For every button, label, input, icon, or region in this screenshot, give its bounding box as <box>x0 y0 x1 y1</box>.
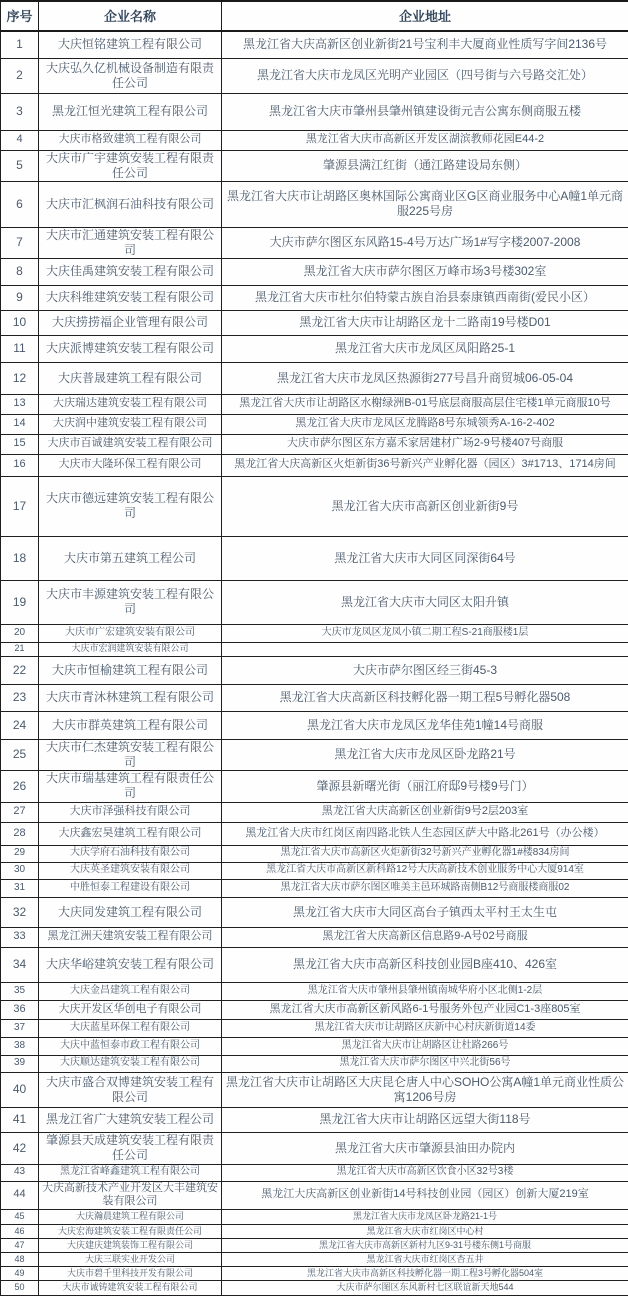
header-cell-addr: 企业地址 <box>222 1 628 31</box>
company-name-cell: 大庆顺达建筑安装工程有限公司 <box>39 1055 222 1072</box>
company-name-cell: 大庆市德远建筑安装工程有限公司 <box>39 476 222 536</box>
table-row <box>1 150 628 181</box>
header-cell-name: 企业名称 <box>39 1 222 31</box>
table-row <box>1 1181 628 1210</box>
row-index-cell: 47 <box>1 1239 39 1253</box>
row-index-cell: 42 <box>1 1132 39 1164</box>
table-row <box>1 181 628 227</box>
company-address-cell: 黑龙江省大庆市让胡路区让杜路266号 <box>222 1037 628 1055</box>
company-name-cell: 大庆佳禹建筑安装工程有限公司 <box>39 258 222 285</box>
company-address-cell: 黑龙江省大庆市让胡路区奥林国际公寓商业区G区商业服务中心A幢1单元商服225号房 <box>222 181 628 227</box>
table-row <box>1 1037 628 1055</box>
row-index-cell: 28 <box>1 822 39 845</box>
company-name-cell: 黑龙江恒光建筑工程有限公司 <box>39 93 222 130</box>
company-name-cell: 大庆恒铭建筑工程有限公司 <box>39 31 222 58</box>
table-row <box>1 1019 628 1037</box>
company-address-cell: 黑龙江省大庆市高新区新科路12号大庆高新技术创业服务中心大厦914室 <box>222 862 628 879</box>
row-index-cell: 44 <box>1 1181 39 1210</box>
row-index-cell: 25 <box>1 739 39 770</box>
company-address-cell: 大庆市萨尔图区经三街45-3 <box>222 656 628 684</box>
row-index-cell: 23 <box>1 684 39 711</box>
table-row <box>1 476 628 536</box>
company-name-cell: 大庆市恒榆建筑工程有限公司 <box>39 656 222 684</box>
row-index-cell: 31 <box>1 879 39 897</box>
company-address-cell: 黑龙江省大庆市高新区科技创业园B座410、426室 <box>222 947 628 982</box>
company-address-cell: 黑龙江省大庆市龙凤区热源街277号昌升商贸城06-05-04 <box>222 362 628 394</box>
row-index-cell: 14 <box>1 414 39 434</box>
row-index-cell: 12 <box>1 362 39 394</box>
company-address-cell: 黑龙江省大庆市龙凤区龙腾路8号东城领秀A-16-2-402 <box>222 414 628 434</box>
table-row <box>1 434 628 454</box>
row-index-cell: 7 <box>1 227 39 258</box>
row-index-cell: 32 <box>1 897 39 927</box>
company-address-cell: 黑龙江省大庆高新区信息路9-A号02号商服 <box>222 927 628 947</box>
company-table-body <box>1 31 628 1296</box>
company-name-cell: 大庆瑞达建筑安装工程有限公司 <box>39 394 222 414</box>
company-address-cell: 黑龙江省大庆市红岗区南四路北铁人生态园区萨大中路北261号（办公楼） <box>222 822 628 845</box>
row-index-cell: 40 <box>1 1072 39 1107</box>
company-name-cell: 大庆市泽强科技有限公司 <box>39 802 222 822</box>
company-address-cell: 黑龙江省大庆市龙凤区卧龙路21-1号 <box>222 1210 628 1225</box>
company-address-cell: 黑龙江省大庆高新区火炬新街36号新兴产业孵化器（园区）3#1713、1714房间 <box>222 454 628 476</box>
table-row <box>1 879 628 897</box>
company-name-cell: 黑龙江省峰鑫建筑工程有限公司 <box>39 1164 222 1181</box>
company-address-cell <box>222 642 628 656</box>
row-index-cell: 24 <box>1 711 39 739</box>
company-address-cell: 大庆市龙凤区龙凤小镇二期工程S-21商服楼1层 <box>222 624 628 642</box>
table-row <box>1 394 628 414</box>
table-row <box>1 822 628 845</box>
row-index-cell: 48 <box>1 1253 39 1267</box>
company-address-cell: 大庆市萨尔图区东方嘉禾家居建材广场2-9号楼407号商服 <box>222 434 628 454</box>
table-row <box>1 414 628 434</box>
company-address-cell: 黑龙江省大庆市高新区科技孵化器一期工程3号孵化器504室 <box>222 1267 628 1281</box>
company-name-cell: 大庆鑫宏昊建筑工程有限公司 <box>39 822 222 845</box>
table-row <box>1 1107 628 1132</box>
company-name-cell: 大庆英圣建筑安装有限公司 <box>39 862 222 879</box>
company-name-cell: 肇源县天成建筑安装工程有限责任公司 <box>39 1132 222 1164</box>
company-name-cell: 黑龙江省广大建筑安装工程公司 <box>39 1107 222 1132</box>
table-row <box>1 1132 628 1164</box>
table-row <box>1 739 628 770</box>
table-row <box>1 130 628 150</box>
table-row <box>1 770 628 802</box>
table-row <box>1 580 628 624</box>
row-index-cell: 29 <box>1 845 39 862</box>
company-name-cell: 大庆市广宇建筑安装工程有限责任公司 <box>39 150 222 181</box>
company-address-cell: 黑龙江省大庆高新区创业新街21号宝利丰大厦商业性质写字间2136号 <box>222 31 628 58</box>
table-row <box>1 897 628 927</box>
company-name-cell: 大庆市汇通建筑安装工程有限公司 <box>39 227 222 258</box>
table-row <box>1 31 628 58</box>
company-address-cell: 黑龙江省大庆市红岗区杏五井 <box>222 1253 628 1267</box>
company-address-cell: 大庆市萨尔图区东风路15-4号万达广场1#写字楼2007-2008 <box>222 227 628 258</box>
company-address-cell: 黑龙江省大庆市萨尔图区中兴北街56号 <box>222 1055 628 1072</box>
company-name-cell: 黑龙江洲天建筑安装工程有限公司 <box>39 927 222 947</box>
company-name-cell: 大庆市宏润建筑安装有限公司 <box>39 642 222 656</box>
company-address-cell: 黑龙江省大庆市龙凤区凤阳路25-1 <box>222 335 628 362</box>
company-name-cell: 大庆学府石油科技有限公司 <box>39 845 222 862</box>
row-index-cell: 13 <box>1 394 39 414</box>
row-index-cell: 20 <box>1 624 39 642</box>
table-row <box>1 310 628 335</box>
company-name-cell: 大庆高新技术产业开发区大丰建筑安装有限公司 <box>39 1181 222 1210</box>
table-row <box>1 624 628 642</box>
table-row <box>1 58 628 93</box>
table-row <box>1 802 628 822</box>
row-index-cell: 36 <box>1 1000 39 1019</box>
row-index-cell: 10 <box>1 310 39 335</box>
company-address-cell: 黑龙江省大庆市高新区饮食小区32号3楼 <box>222 1164 628 1181</box>
table-row <box>1 947 628 982</box>
company-address-cell: 黑龙江省大庆市杜尔伯特蒙古族自治县泰康镇西南街(爱民小区） <box>222 285 628 310</box>
company-name-cell: 大庆市格致建筑工程有限公司 <box>39 130 222 150</box>
row-index-cell: 16 <box>1 454 39 476</box>
company-address-cell: 大庆市萨尔图区东风新村七区联谊新天地544 <box>222 1281 628 1296</box>
company-name-cell: 大庆市瑞基建筑工程有限责任公司 <box>39 770 222 802</box>
table-row <box>1 845 628 862</box>
company-name-cell: 大庆市大隆环保工程有限公司 <box>39 454 222 476</box>
row-index-cell: 49 <box>1 1267 39 1281</box>
company-address-cell: 肇源县新曙光街（丽江府邸9号楼9号门） <box>222 770 628 802</box>
company-address-cell: 黑龙江省大庆市让胡路区龙十二路南19号楼D01 <box>222 310 628 335</box>
row-index-cell: 38 <box>1 1037 39 1055</box>
row-index-cell: 41 <box>1 1107 39 1132</box>
company-address-cell: 黑龙江省大庆市肇州县肇州镇建设街元吉公寓东侧商服五楼 <box>222 93 628 130</box>
table-row <box>1 1000 628 1019</box>
company-name-cell: 大庆市广宏建筑安装有限公司 <box>39 624 222 642</box>
company-address-cell: 黑龙江大庆高新区创业新街14号科技创业园（园区）创新大厦219室 <box>222 1181 628 1210</box>
company-address-cell: 黑龙江省大庆市大同区高台子镇西太平村王太生屯 <box>222 897 628 927</box>
row-index-cell: 46 <box>1 1225 39 1239</box>
company-address-cell: 黑龙江省大庆市大同区太阳升镇 <box>222 580 628 624</box>
company-address-cell: 黑龙江省大庆市让胡路区远望大街118号 <box>222 1107 628 1132</box>
table-row <box>1 1225 628 1239</box>
company-name-cell: 大庆宏海建筑安装工程有限责任公司 <box>39 1225 222 1239</box>
row-index-cell: 1 <box>1 31 39 58</box>
company-address-cell: 黑龙江省大庆高新区创业新街9号2层203室 <box>222 802 628 822</box>
company-name-cell: 大庆开发区华创电子有限公司 <box>39 1000 222 1019</box>
table-row <box>1 285 628 310</box>
company-address-cell: 黑龙江省大庆市肇州县肇州镇南城华府小区北侧1-2层 <box>222 982 628 1000</box>
company-address-cell: 黑龙江省大庆市高新区创业新街9号 <box>222 476 628 536</box>
company-address-cell: 黑龙江省大庆市高新区新风路6-1号服务外包产业园C1-3座805室 <box>222 1000 628 1019</box>
row-index-cell: 5 <box>1 150 39 181</box>
company-name-cell: 大庆华峪建筑安装工程有限公司 <box>39 947 222 982</box>
table-row <box>1 1164 628 1181</box>
company-name-cell: 大庆市盛合双博建筑安装工程有限公司 <box>39 1072 222 1107</box>
row-index-cell: 9 <box>1 285 39 310</box>
table-row <box>1 862 628 879</box>
company-name-cell: 大庆同发建筑工程有限公司 <box>39 897 222 927</box>
company-address-cell: 黑龙江省大庆市肇源县油田办院内 <box>222 1132 628 1164</box>
company-name-cell: 大庆瀚晨建筑工程有限公司 <box>39 1210 222 1225</box>
header-cell-no: 序号 <box>1 1 39 31</box>
row-index-cell: 43 <box>1 1164 39 1181</box>
company-name-cell: 中胜恒泰工程建设有限公司 <box>39 879 222 897</box>
row-index-cell: 3 <box>1 93 39 130</box>
row-index-cell: 45 <box>1 1210 39 1225</box>
row-index-cell: 35 <box>1 982 39 1000</box>
company-address-cell: 黑龙江省大庆市大同区同深街64号 <box>222 536 628 580</box>
company-name-cell: 大庆捞捞福企业管理有限公司 <box>39 310 222 335</box>
table-row <box>1 335 628 362</box>
row-index-cell: 27 <box>1 802 39 822</box>
table-row <box>1 362 628 394</box>
table-row <box>1 1055 628 1072</box>
row-index-cell: 21 <box>1 642 39 656</box>
row-index-cell: 17 <box>1 476 39 536</box>
table-header <box>1 1 628 31</box>
table-row <box>1 227 628 258</box>
company-address-cell: 黑龙江省大庆市萨尔图区万峰市场3号楼302室 <box>222 258 628 285</box>
company-name-cell: 大庆弘久亿机械设备制造有限责任公司 <box>39 58 222 93</box>
company-address-cell: 黑龙江省大庆高新区科技孵化器一期工程5号孵化器508 <box>222 684 628 711</box>
table-row <box>1 927 628 947</box>
company-address-cell: 黑龙江省大庆市龙凤区龙华佳苑1幢14号商服 <box>222 711 628 739</box>
company-name-cell: 大庆派博建筑安装工程有限公司 <box>39 335 222 362</box>
row-index-cell: 2 <box>1 58 39 93</box>
table-row <box>1 684 628 711</box>
company-name-cell: 大庆市汇枫润石油科技有限公司 <box>39 181 222 227</box>
row-index-cell: 50 <box>1 1281 39 1296</box>
row-index-cell: 34 <box>1 947 39 982</box>
table-row <box>1 1239 628 1253</box>
company-address-cell: 黑龙江省大庆市让胡路区庆新中心村庆新街道14委 <box>222 1019 628 1037</box>
row-index-cell: 4 <box>1 130 39 150</box>
row-index-cell: 37 <box>1 1019 39 1037</box>
table-row <box>1 982 628 1000</box>
table-row <box>1 711 628 739</box>
header-row <box>1 1 628 31</box>
company-address-cell: 黑龙江省大庆市高新区火炬新街32号新兴产业孵化器1#楼834房间 <box>222 845 628 862</box>
row-index-cell: 33 <box>1 927 39 947</box>
company-name-cell: 大庆市第五建筑工程公司 <box>39 536 222 580</box>
company-name-cell: 大庆建庆建筑装饰工程有限公司 <box>39 1239 222 1253</box>
company-name-cell: 大庆市丰源建筑安装工程有限公司 <box>39 580 222 624</box>
company-name-cell: 大庆市碧千里科技开发有限公司 <box>39 1267 222 1281</box>
row-index-cell: 19 <box>1 580 39 624</box>
company-name-cell: 大庆市群英建筑工程有限公司 <box>39 711 222 739</box>
table-row <box>1 1072 628 1107</box>
row-index-cell: 39 <box>1 1055 39 1072</box>
company-name-cell: 大庆普晟建筑工程有限公司 <box>39 362 222 394</box>
row-index-cell: 22 <box>1 656 39 684</box>
table-row <box>1 1267 628 1281</box>
company-address-cell: 黑龙江省大庆市萨尔图区唯美主邑环城路南侧B12号商服楼商服02 <box>222 879 628 897</box>
company-address-cell: 黑龙江省大庆市龙凤区卧龙路21号 <box>222 739 628 770</box>
company-name-cell: 大庆蓝星环保工程有限公司 <box>39 1019 222 1037</box>
table-row <box>1 1281 628 1296</box>
company-name-cell: 大庆中蓝恒泰市政工程有限公司 <box>39 1037 222 1055</box>
company-name-cell: 大庆三联实业开发公司 <box>39 1253 222 1267</box>
company-address-cell: 黑龙江省大庆市让胡路区水榭绿洲B-01号底层商服高层住宅楼1单元商服10号 <box>222 394 628 414</box>
company-address-cell: 黑龙江省大庆市红岗区中心村 <box>222 1225 628 1239</box>
company-name-cell: 大庆市青沐林建筑工程有限公司 <box>39 684 222 711</box>
table-row <box>1 536 628 580</box>
company-address-cell: 黑龙江省大庆市高新区新村九区9-31号楼东侧1号商服 <box>222 1239 628 1253</box>
company-name-cell: 大庆市诚铸建筑安装工程有限公司 <box>39 1281 222 1296</box>
table-row <box>1 258 628 285</box>
row-index-cell: 18 <box>1 536 39 580</box>
company-name-cell: 大庆金昌建筑工程有限公司 <box>39 982 222 1000</box>
table-row <box>1 454 628 476</box>
company-address-cell: 黑龙江省大庆市龙凤区光明产业园区（四号街与六号路交汇处） <box>222 58 628 93</box>
row-index-cell: 11 <box>1 335 39 362</box>
company-address-cell: 黑龙江省大庆市让胡路区大庆昆仑唐人中心SOHO公寓A幢1单元商业性质公寓1206号房 <box>222 1072 628 1107</box>
row-index-cell: 15 <box>1 434 39 454</box>
table-row <box>1 642 628 656</box>
row-index-cell: 26 <box>1 770 39 802</box>
row-index-cell: 6 <box>1 181 39 227</box>
company-name-cell: 大庆市仁杰建筑安装工程有限公司 <box>39 739 222 770</box>
table-row <box>1 1210 628 1225</box>
company-name-cell: 大庆市百诚建筑安装工程有限公司 <box>39 434 222 454</box>
table-row <box>1 93 628 130</box>
row-index-cell: 30 <box>1 862 39 879</box>
row-index-cell: 8 <box>1 258 39 285</box>
company-name-cell: 大庆科维建筑安装工程有限公司 <box>39 285 222 310</box>
company-address-cell: 黑龙江省大庆市高新区开发区湖滨教师花园E44-2 <box>222 130 628 150</box>
company-address-cell: 肇源县满江红街（通江路建设局东侧） <box>222 150 628 181</box>
company-name-cell: 大庆润中建筑安装工程有限公司 <box>39 414 222 434</box>
table-row <box>1 656 628 684</box>
